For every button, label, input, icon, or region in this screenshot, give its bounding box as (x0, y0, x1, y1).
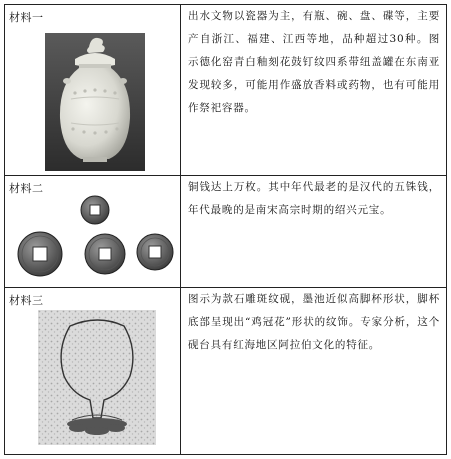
engraved-inkstone-photo (38, 310, 156, 445)
materials-table (4, 4, 447, 455)
material-row-3 (5, 288, 447, 455)
material-2-text-cell (181, 176, 447, 288)
material-row-2 (5, 176, 447, 288)
material-1-description: 出水文物以瓷器为主，有瓶、碗、盘、碟等，主要产自浙江、福建、江西等地，品种超过30种。图示德化窑青白釉刻花鼓钉纹四系带纽盖罐在东南亚发现较多，可能用作盛放香料或药物，也有可能用作祭祀容器。 (188, 10, 440, 114)
ancient-bronze-coins-photo (15, 194, 175, 284)
material-1-label: 材料一 (9, 11, 44, 24)
material-2-label: 材料二 (9, 182, 44, 195)
material-3-text-cell (181, 288, 447, 455)
materials-sheet (4, 4, 447, 455)
material-1-image-cell (5, 5, 181, 176)
material-1-text-cell (181, 5, 447, 176)
celadon-lidded-jar-photo (45, 33, 145, 171)
material-3-description: 图示为款石雕斑纹砚，墨池近似高脚杯形状，脚杯底部呈现出“鸡冠花”形状的纹饰。专家分析，这个砚台具有红海地区阿拉伯文化的特征。 (188, 293, 440, 351)
material-row-1 (5, 5, 447, 176)
material-3-label: 材料三 (9, 294, 44, 307)
material-3-image-cell (5, 288, 181, 455)
material-2-image-cell (5, 176, 181, 288)
material-2-description: 铜钱达上万枚。其中年代最老的是汉代的五铢钱，年代最晚的是南宋高宗时期的绍兴元宝。 (188, 181, 440, 216)
